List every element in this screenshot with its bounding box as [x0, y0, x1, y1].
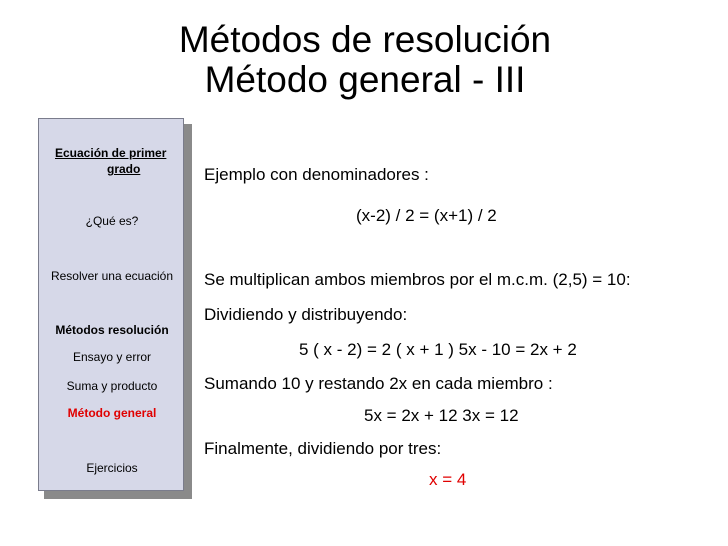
nav-item-que-es[interactable]: ¿Qué es? — [85, 214, 139, 228]
nav-item-ejercicios[interactable]: Ejercicios — [86, 461, 138, 475]
nav-item-resolver-ecuacion[interactable]: Resolver una ecuación — [50, 269, 174, 283]
nav-panel — [38, 118, 184, 491]
step-4-text: Finalmente, dividiendo por tres: — [204, 439, 442, 458]
nav-heading-line-1: Ecuación de primer — [55, 146, 167, 160]
title-line-2: Método general - III — [204, 59, 526, 100]
slide-title — [150, 20, 580, 100]
step-3-text: Sumando 10 y restando 2x en cada miembro : — [204, 374, 553, 393]
nav-item-metodo-general[interactable]: Método general — [67, 406, 157, 420]
step-1-text: Se multiplican ambos miembros por el m.c.m. (2,5) = 10: — [204, 270, 631, 289]
equation-1: (x-2) / 2 = (x+1) / 2 — [356, 206, 497, 225]
equation-3: 5x = 2x + 12 3x = 12 — [364, 406, 519, 425]
equation-2: 5 ( x - 2) = 2 ( x + 1 ) 5x - 10 = 2x + 2 — [299, 340, 577, 359]
result-value: x = 4 — [429, 470, 467, 489]
intro-text: Ejemplo con denominadores : — [204, 165, 429, 184]
nav-item-metodos-resolucion[interactable]: Métodos resolución — [55, 323, 169, 337]
step-2-text: Dividiendo y distribuyendo: — [204, 305, 408, 324]
nav-heading-link[interactable] — [55, 145, 179, 177]
nav-item-ensayo-error[interactable]: Ensayo y error — [72, 350, 152, 364]
nav-heading-line-2: grado — [107, 162, 141, 176]
nav-item-suma-producto[interactable]: Suma y producto — [66, 379, 158, 393]
title-line-1: Métodos de resolución — [178, 19, 552, 60]
